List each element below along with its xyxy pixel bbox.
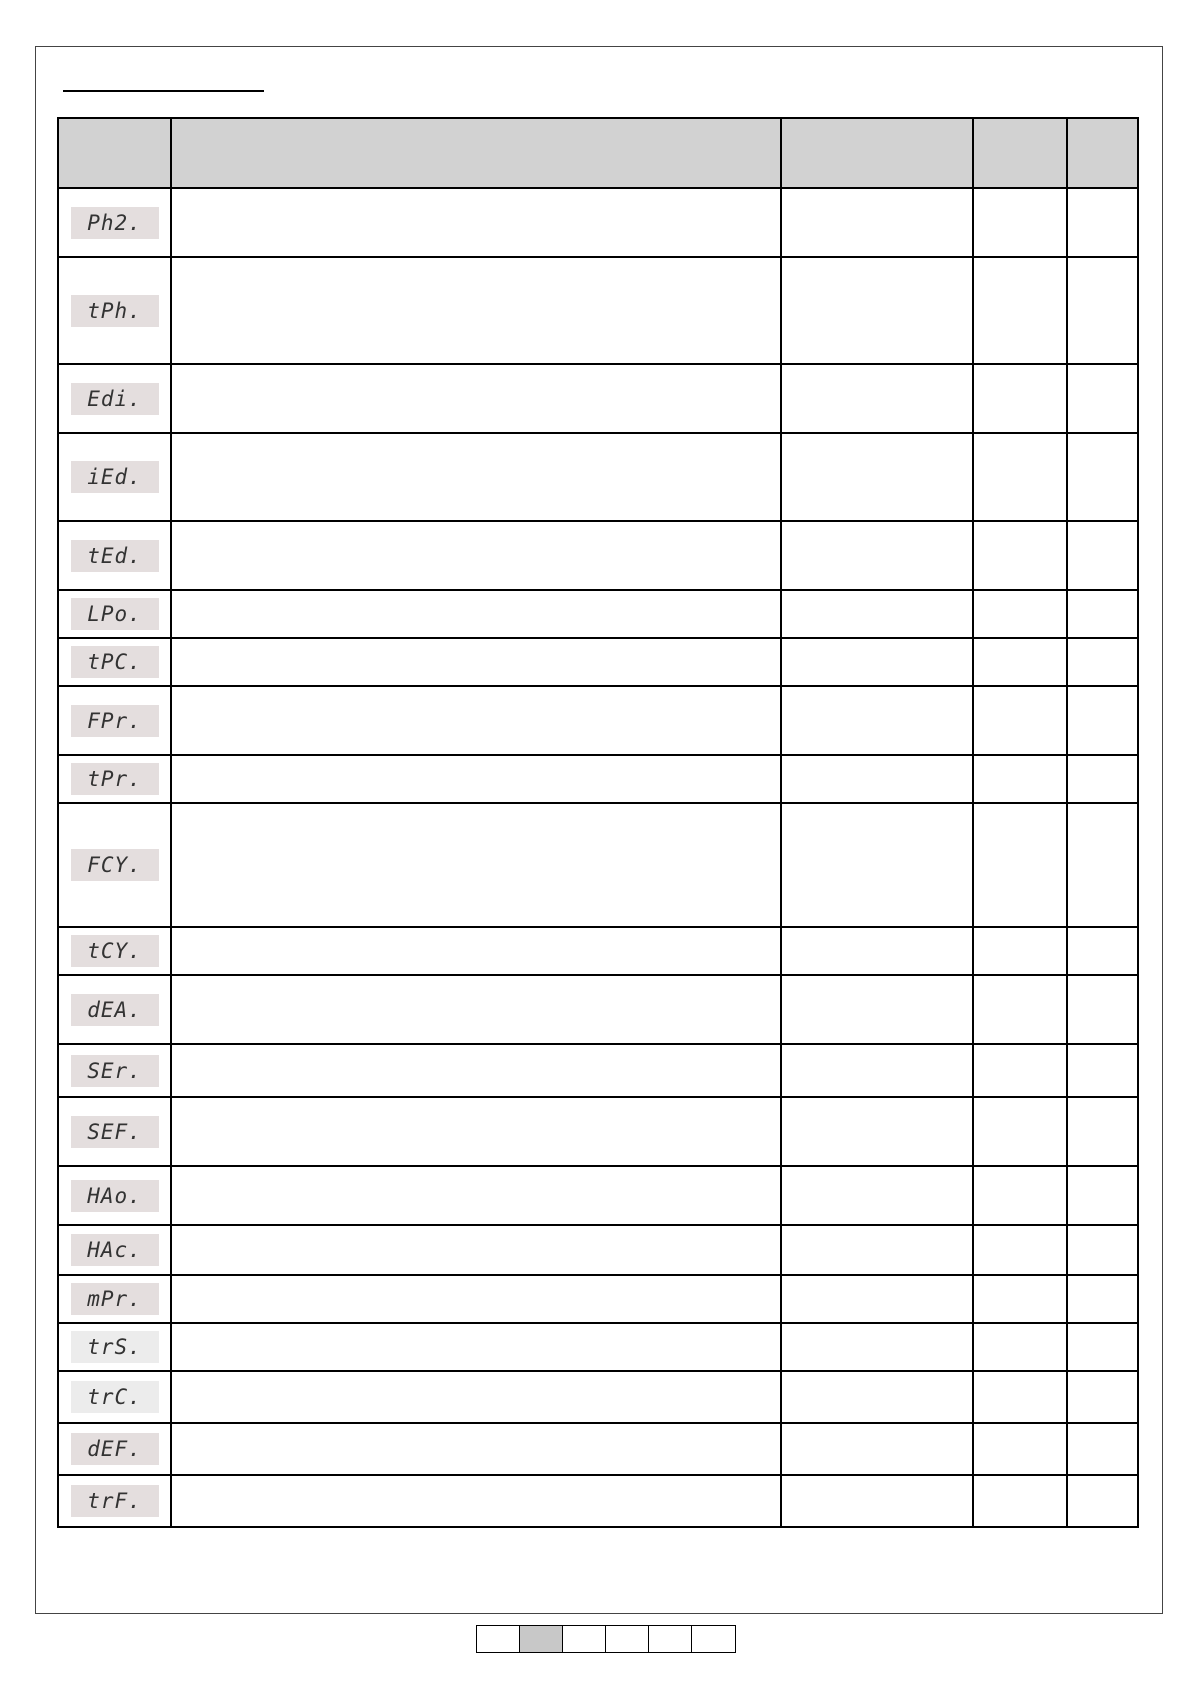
row-unit: [1067, 755, 1138, 803]
row-range: [781, 188, 973, 257]
row-default: [973, 521, 1067, 590]
header-code: [58, 118, 171, 188]
row-range: [781, 521, 973, 590]
header-range: [781, 118, 973, 188]
row-default: [973, 1166, 1067, 1225]
row-unit: [1067, 686, 1138, 755]
section-title-underline: [63, 90, 264, 92]
table-row: [58, 188, 1138, 257]
row-default: [973, 257, 1067, 364]
row-description: [171, 1371, 781, 1423]
row-range: [781, 1275, 973, 1323]
lcd-code: FCY.: [71, 849, 159, 881]
row-default: [973, 1323, 1067, 1371]
table-row: [58, 364, 1138, 433]
row-default: [973, 1097, 1067, 1166]
row-range: [781, 803, 973, 927]
table-row: [58, 521, 1138, 590]
row-range: [781, 686, 973, 755]
lcd-code: iEd.: [71, 461, 159, 493]
table-row: [58, 433, 1138, 521]
row-unit: [1067, 1166, 1138, 1225]
section-title: [63, 68, 264, 88]
row-description: [171, 364, 781, 433]
row-unit: [1067, 521, 1138, 590]
table-row: [58, 686, 1138, 755]
lcd-code: trC.: [71, 1381, 159, 1413]
row-description: [171, 975, 781, 1044]
row-default: [973, 364, 1067, 433]
lcd-code: SEr.: [71, 1055, 159, 1087]
parameter-table: [57, 117, 1139, 1528]
row-description: [171, 433, 781, 521]
row-description: [171, 1225, 781, 1275]
header-default: [973, 118, 1067, 188]
table-row: [58, 1475, 1138, 1527]
page-cell-active[interactable]: [520, 1626, 563, 1652]
row-description: [171, 1423, 781, 1475]
row-description: [171, 1323, 781, 1371]
row-unit: [1067, 1275, 1138, 1323]
row-unit: [1067, 257, 1138, 364]
header-description: [171, 118, 781, 188]
row-default: [973, 1225, 1067, 1275]
lcd-code: trS.: [71, 1331, 159, 1363]
table-row: [58, 638, 1138, 686]
lcd-code: tCY.: [71, 935, 159, 967]
row-range: [781, 433, 973, 521]
row-default: [973, 638, 1067, 686]
row-range: [781, 1371, 973, 1423]
row-unit: [1067, 364, 1138, 433]
row-description: [171, 257, 781, 364]
row-unit: [1067, 433, 1138, 521]
row-range: [781, 1323, 973, 1371]
table-row: [58, 1097, 1138, 1166]
row-default: [973, 1371, 1067, 1423]
row-description: [171, 590, 781, 638]
row-range: [781, 1475, 973, 1527]
lcd-code: tPr.: [71, 763, 159, 795]
row-range: [781, 1044, 973, 1097]
lcd-code: Edi.: [71, 383, 159, 415]
table-row: [58, 803, 1138, 927]
table-header-row: [58, 118, 1138, 188]
row-range: [781, 755, 973, 803]
row-default: [973, 590, 1067, 638]
row-default: [973, 433, 1067, 521]
row-description: [171, 521, 781, 590]
lcd-code: HAo.: [71, 1180, 159, 1212]
row-default: [973, 755, 1067, 803]
row-unit: [1067, 1044, 1138, 1097]
row-description: [171, 755, 781, 803]
row-range: [781, 1225, 973, 1275]
row-unit: [1067, 188, 1138, 257]
row-range: [781, 975, 973, 1044]
table-row: [58, 257, 1138, 364]
row-range: [781, 257, 973, 364]
lcd-code: Ph2.: [71, 207, 159, 239]
lcd-code: dEA.: [71, 994, 159, 1026]
lcd-code: trF.: [71, 1485, 159, 1517]
row-description: [171, 1166, 781, 1225]
lcd-code: tPh.: [71, 295, 159, 327]
row-default: [973, 803, 1067, 927]
page-cell[interactable]: [606, 1626, 649, 1652]
row-description: [171, 1275, 781, 1323]
row-default: [973, 686, 1067, 755]
row-default: [973, 1475, 1067, 1527]
lcd-code: tEd.: [71, 540, 159, 572]
row-unit: [1067, 1225, 1138, 1275]
row-range: [781, 1097, 973, 1166]
row-range: [781, 1166, 973, 1225]
lcd-code: FPr.: [71, 705, 159, 737]
row-default: [973, 927, 1067, 975]
row-range: [781, 364, 973, 433]
row-unit: [1067, 638, 1138, 686]
row-description: [171, 1097, 781, 1166]
row-default: [973, 188, 1067, 257]
table-row: [58, 1166, 1138, 1225]
row-unit: [1067, 975, 1138, 1044]
lcd-code: SEF.: [71, 1116, 159, 1148]
row-unit: [1067, 803, 1138, 927]
table-row: [58, 1371, 1138, 1423]
lcd-code: LPo.: [71, 598, 159, 630]
row-unit: [1067, 1371, 1138, 1423]
table-row: [58, 590, 1138, 638]
row-unit: [1067, 1097, 1138, 1166]
table-row: [58, 1423, 1138, 1475]
page-index-strip: [476, 1625, 736, 1653]
row-default: [973, 1275, 1067, 1323]
lcd-code: dEF.: [71, 1433, 159, 1465]
row-default: [973, 975, 1067, 1044]
lcd-code: tPC.: [71, 646, 159, 678]
row-unit: [1067, 1323, 1138, 1371]
table-row: [58, 1044, 1138, 1097]
row-unit: [1067, 1475, 1138, 1527]
row-range: [781, 590, 973, 638]
row-range: [781, 927, 973, 975]
page-cell[interactable]: [477, 1626, 520, 1652]
header-unit: [1067, 118, 1138, 188]
row-default: [973, 1044, 1067, 1097]
row-description: [171, 638, 781, 686]
row-description: [171, 686, 781, 755]
page-cell[interactable]: [649, 1626, 692, 1652]
table-row: [58, 927, 1138, 975]
row-unit: [1067, 590, 1138, 638]
table-row: [58, 755, 1138, 803]
table-row: [58, 975, 1138, 1044]
lcd-code: mPr.: [71, 1283, 159, 1315]
row-description: [171, 1044, 781, 1097]
row-unit: [1067, 927, 1138, 975]
row-unit: [1067, 1423, 1138, 1475]
row-range: [781, 638, 973, 686]
lcd-code: HAc.: [71, 1234, 159, 1266]
row-description: [171, 188, 781, 257]
table-row: [58, 1225, 1138, 1275]
table-row: [58, 1323, 1138, 1371]
row-range: [781, 1423, 973, 1475]
row-description: [171, 803, 781, 927]
row-description: [171, 1475, 781, 1527]
table-row: [58, 1275, 1138, 1323]
page-cell[interactable]: [563, 1626, 606, 1652]
page-cell[interactable]: [692, 1626, 735, 1652]
row-default: [973, 1423, 1067, 1475]
row-description: [171, 927, 781, 975]
